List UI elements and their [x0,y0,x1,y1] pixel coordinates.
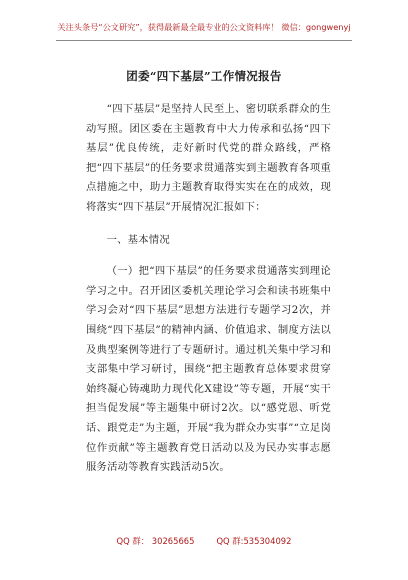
section-paragraph: （一）把“四下基层”的任务要求贯通落实到理论学习之中。召开团区委机关理论学习会和读书班集中学习会对“四下基层”思想方法进行专题学习2次，并围绕“四下基层”的精神内涵、价值追求、制度方法以及典型案例等进行了专题研讨。通过机关集中学习和支部集中学习研讨，围绕“把主题教育总体要求贯穿始终凝心铸魂助力现代化X建设”等专题，开展“实干担当促发展”等主题集中研讨2次。以“感党恩、听党话、跟党走”为主题，开展“我为群众办实事”“立足岗位作贡献”等主题教育党日活动以及为民办实事志愿服务活动等教育实践活动5次。 [86,265,331,474]
footer-qq-group-1: QQ 群： 30265665 [116,536,195,546]
section-heading: 一、基本情况 [106,233,170,246]
footer-contacts [0,535,408,547]
document-body [86,100,331,478]
header-notice: 关注头条号“公文研究”，获得最新最全最专业的公文资料库！ 微信：gongwenyj [57,22,351,32]
document-title: 团委“四下基层”工作情况报告 [126,69,282,83]
intro-paragraph: “四下基层”是坚持人民至上、密切联系群众的生动写照。团区委在主题教育中大力传承和弘扬“四下基层”优良传统，走好新时代党的群众路线，严格把“四下基层”的任务要求贯通落实到主题教育各项重点措施之中，助力主题教育取得实实在在的成效，现将落实“四下基层”开展情况汇报如下： [86,103,331,213]
header-divider [56,40,352,41]
footer-qq-group-2: QQ 群:535304092 [216,536,292,546]
